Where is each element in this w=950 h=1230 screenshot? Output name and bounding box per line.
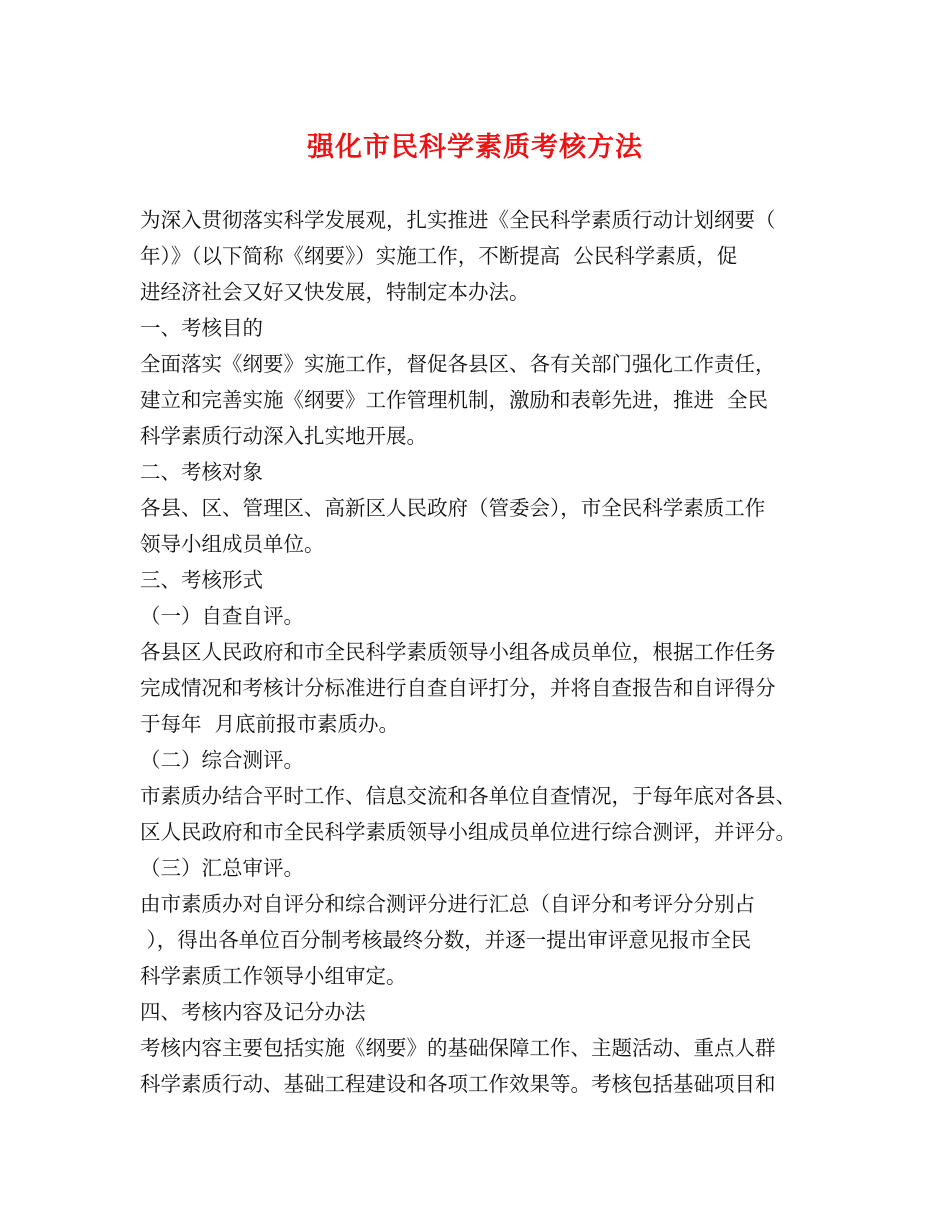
paragraph-line: 建立和完善实施《纲要》工作管理机制，激励和表彰先进，推进 全民 <box>140 388 769 412</box>
paragraph-line: 科学素质行动深入扎实地开展。 <box>140 424 427 448</box>
section-heading: 一、考核目的 <box>140 316 263 340</box>
paragraph-line: 完成情况和考核计分标准进行自查自评打分，并将自查报告和自评得分 <box>140 676 776 700</box>
paragraph-line: 为深入贯彻落实科学发展观，扎实推进《全民科学素质行动计划纲要（ <box>140 208 776 232</box>
paragraph-line: 区人民政府和市全民科学素质领导小组成员单位进行综合测评，并评分。 <box>140 820 796 844</box>
paragraph-line: 科学素质工作领导小组审定。 <box>140 964 407 988</box>
subsection-heading: （一）自查自评。 <box>140 604 304 628</box>
paragraph-line: 领导小组成员单位。 <box>140 532 325 556</box>
paragraph-line: 考核内容主要包括实施《纲要》的基础保障工作、主题活动、重点人群 <box>140 1036 776 1060</box>
paragraph-line: 科学素质行动、基础工程建设和各项工作效果等。考核包括基础项目和 <box>140 1072 776 1096</box>
section-heading: 三、考核形式 <box>140 568 263 592</box>
subsection-heading: （三）汇总审评。 <box>140 856 304 880</box>
paragraph-line: 年）》（以下简称《纲要》）实施工作，不断提高 公民科学素质，促 <box>140 244 738 268</box>
paragraph-line: 由市素质办对自评分和综合测评分进行汇总（自评分和考评分分别占 <box>140 892 755 916</box>
paragraph-line: 于每年 月底前报市素质办。 <box>140 712 400 736</box>
paragraph-line: ），得出各单位百分制考核最终分数，并逐一提出审评意见报市全民 <box>140 928 752 952</box>
document-title: 强化市民科学素质考核方法 <box>307 132 643 163</box>
paragraph-line: 市素质办结合平时工作、信息交流和各单位自查情况，于每年底对各县、 <box>140 784 796 808</box>
paragraph-line: 各县区人民政府和市全民科学素质领导小组各成员单位，根据工作任务 <box>140 640 776 664</box>
paragraph-line: 各县、区、管理区、高新区人民政府（管委会），市全民科学素质工作 <box>140 496 766 520</box>
paragraph-line: 进经济社会又好又快发展，特制定本办法。 <box>140 280 530 304</box>
section-heading: 二、考核对象 <box>140 460 263 484</box>
section-heading: 四、考核内容及记分办法 <box>140 1000 366 1024</box>
document-body <box>140 202 830 1102</box>
paragraph-line: 全面落实《纲要》实施工作，督促各县区、各有关部门强化工作责任， <box>140 352 776 376</box>
subsection-heading: （二）综合测评。 <box>140 748 304 772</box>
